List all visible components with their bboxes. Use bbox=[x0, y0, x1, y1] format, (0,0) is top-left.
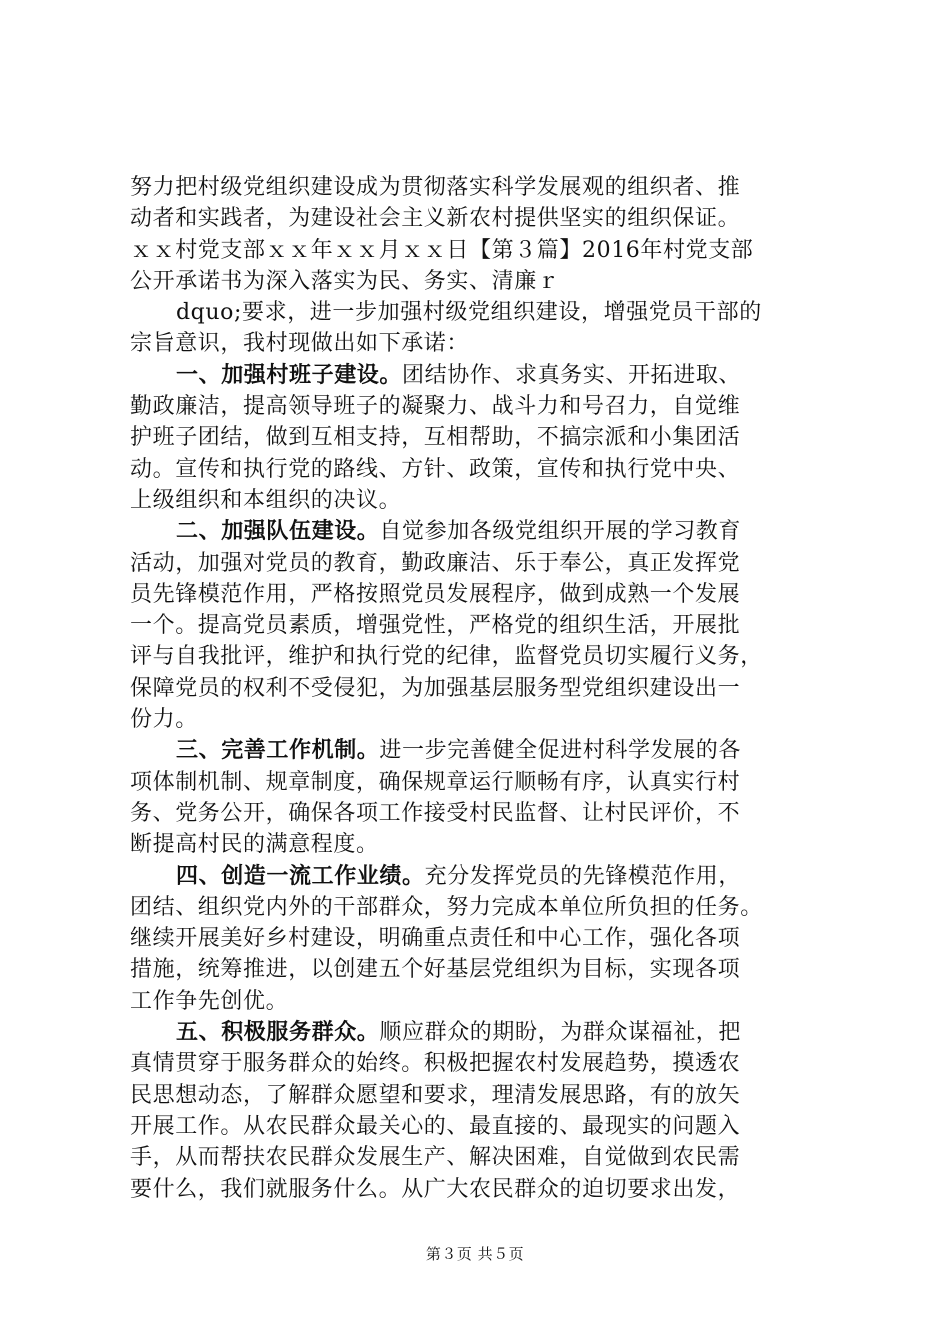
section-first-line bbox=[130, 516, 830, 547]
section-heading: 三、完善工作机制。 bbox=[176, 737, 380, 764]
text-line: 要什么，我们就服务什么。从广大农民群众的迫切要求出发， bbox=[130, 1176, 741, 1202]
section-heading: 二、加强队伍建设。 bbox=[176, 518, 380, 545]
section-first-line bbox=[130, 1017, 830, 1048]
text-line: 动者和实践者，为建设社会主义新农村提供坚实的组织保证。 bbox=[130, 206, 741, 232]
text-line: 继续开展美好乡村建设，明确重点责任和中心工作，强化各项 bbox=[130, 926, 741, 952]
document-body bbox=[130, 172, 830, 1205]
text-line: 公开承诺书为深入落实为民、务实、清廉ｒ bbox=[130, 268, 560, 294]
text-line: 宗旨意识，我村现做出如下承诺： bbox=[130, 331, 470, 357]
text-line: 务、党务公开，确保各项工作接受村民监督、让村民评价，不 bbox=[130, 800, 741, 826]
section-text: 进一步完善健全促进村科学发展的各 bbox=[379, 738, 742, 764]
text-line: 努力把村级党组织建设成为贯彻落实科学发展观的组织者、推 bbox=[130, 175, 741, 200]
section-first-line bbox=[130, 735, 830, 766]
text-line: 勤政廉洁，提高领导班子的凝聚力、战斗力和号召力，自觉维 bbox=[130, 394, 741, 420]
text-line: 断提高村民的满意程度。 bbox=[130, 832, 379, 858]
page-number: 第３页 共５页 bbox=[425, 1245, 525, 1263]
text-line: 民思想动态，了解群众愿望和要求，理清发展思路，有的放矢 bbox=[130, 1082, 741, 1108]
text-line: 上级组织和本组织的决议。 bbox=[130, 487, 402, 513]
section-text: 团结协作、求真务实、开拓进取、 bbox=[402, 362, 742, 388]
text-line: 团结、组织党内外的干部群众，努力完成本单位所负担的任务。 bbox=[130, 894, 763, 920]
text-line: dquo;要求，进一步加强村级党组织建设，增强党员干部的 bbox=[176, 300, 762, 326]
section-first-line bbox=[130, 360, 830, 391]
text-line: 护班子团结，做到互相支持，互相帮助，不搞宗派和小集团活 bbox=[130, 425, 741, 451]
section-heading: 一、加强村班子建设。 bbox=[176, 361, 403, 388]
text-line: 评与自我批评，维护和执行党的纪律，监督党员切实履行义务， bbox=[130, 644, 763, 670]
text-line: 工作争先创优。 bbox=[130, 988, 289, 1014]
text-line: 份力。 bbox=[130, 707, 198, 733]
text-line: 措施，统筹推进，以创建五个好基层党组织为目标，实现各项 bbox=[130, 957, 741, 983]
text-line: 手，从而帮扶农民群众发展生产、解决困难，自觉做到农民需 bbox=[130, 1145, 741, 1171]
section-text: 充分发挥党员的先锋模范作用， bbox=[424, 863, 742, 889]
text-line: ｘｘ村党支部ｘｘ年ｘｘ月ｘｘ日【第３篇】2016年村党支部 bbox=[130, 237, 754, 263]
text-line: 保障党员的权利不受侵犯，为加强基层服务型党组织建设出一 bbox=[130, 675, 741, 701]
section-heading: 四、创造一流工作业绩。 bbox=[176, 862, 425, 889]
text-line: 一个。提高党员素质，增强党性，严格党的组织生活，开展批 bbox=[130, 613, 741, 639]
section-heading: 五、积极服务群众。 bbox=[176, 1019, 380, 1046]
section-text: 顺应群众的期盼，为群众谋福祉，把 bbox=[379, 1020, 742, 1046]
text-line: 员先锋模范作用，严格按照党员发展程序，做到成熟一个发展 bbox=[130, 581, 741, 607]
section-first-line bbox=[130, 861, 830, 892]
text-line: 项体制机制、规章制度，确保规章运行顺畅有序，认真实行村 bbox=[130, 769, 741, 795]
text-line: 活动，加强对党员的教育，勤政廉洁、乐于奉公，真正发挥党 bbox=[130, 550, 741, 576]
text-line: 动。宣传和执行党的路线、方针、政策，宣传和执行党中央、 bbox=[130, 456, 741, 482]
section-text: 自觉参加各级党组织开展的学习教育 bbox=[379, 519, 742, 545]
text-line: 真情贯穿于服务群众的始终。积极把握农村发展趋势，摸透农 bbox=[130, 1051, 741, 1077]
text-line: 开展工作。从农民群众最关心的、最直接的、最现实的问题入 bbox=[130, 1113, 741, 1139]
